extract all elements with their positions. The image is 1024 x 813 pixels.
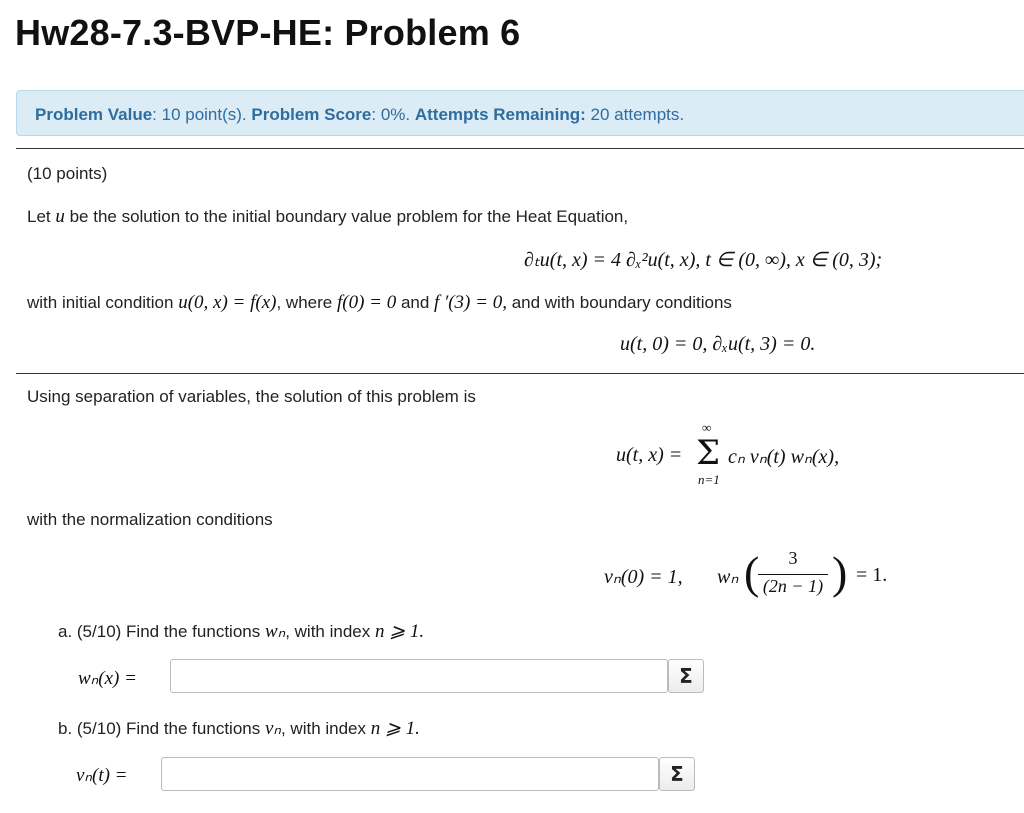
norm-w-suffix: = 1. [856, 564, 888, 586]
left-paren: ( [744, 547, 760, 598]
norm-frac-num: 3 [788, 548, 798, 568]
initial-fp-math: f ′(3) = 0, [434, 292, 507, 313]
initial-suffix: and with boundary conditions [506, 293, 732, 312]
norm-w-prefix: wₙ [717, 566, 739, 588]
series-rhs: cₙ vₙ(t) wₙ(x), [728, 446, 840, 468]
part-b-prompt [58, 717, 420, 740]
fraction-bar [758, 574, 828, 575]
heat-equation: ∂ₜu(t, x) = 4 ∂ₓ²u(t, x), t ∈ (0, ∞), x ∈ (0, 3); [524, 249, 883, 271]
equation-editor-button-a[interactable] [668, 659, 704, 693]
problem-value: : 10 point(s). [152, 105, 252, 124]
intro-suffix: be the solution to the initial boundary value problem for the Heat Equation, [64, 207, 629, 226]
page-title: Hw28-7.3-BVP-HE: Problem 6 [15, 12, 521, 53]
status-bar [16, 90, 1024, 136]
divider-middle [16, 373, 1024, 374]
equation-editor-button-b[interactable] [659, 757, 695, 791]
initial-cond-math: u(0, x) = f(x) [178, 292, 277, 313]
attempts-label: Attempts Remaining: [414, 105, 586, 124]
part-a-prompt [58, 620, 424, 643]
points-label: (10 points) [27, 164, 108, 183]
problem-score: : 0%. [371, 105, 415, 124]
problem-value-label: Problem Value [35, 105, 153, 124]
initial-prefix: with initial condition [27, 293, 179, 312]
part-a-prefix: a. (5/10) Find the functions [58, 622, 265, 641]
norm-frac-den: (2n − 1) [762, 576, 824, 596]
initial-condition-text [27, 292, 732, 314]
part-a-label: wₙ(x) = [78, 668, 137, 689]
intro-prefix: Let [27, 207, 56, 226]
part-a-cond: n ⩾ 1. [374, 621, 425, 642]
part-b-label: vₙ(t) = [76, 765, 128, 786]
initial-and: and [396, 293, 435, 312]
intro-text [27, 206, 628, 228]
right-paren: ) [832, 547, 848, 598]
divider-top [16, 148, 1024, 149]
norm-v: vₙ(0) = 1, [604, 566, 683, 588]
intro-var: u [55, 206, 65, 227]
part-b-cond: n ⩾ 1. [370, 718, 420, 739]
series-bottom: n=1 [698, 472, 720, 487]
part-a-var: wₙ [264, 621, 286, 642]
answer-input-v[interactable] [161, 757, 659, 791]
attempts-remaining: 20 attempts. [585, 105, 685, 124]
problem-score-label: Problem Score [251, 105, 372, 124]
initial-f0-math: f(0) = 0 [336, 292, 397, 313]
part-b-prefix: b. (5/10) Find the functions [58, 719, 265, 738]
sigma-icon: Σ [679, 664, 693, 688]
separation-text: Using separation of variables, the solution of this problem is [27, 387, 476, 406]
series-lhs: u(t, x) = [616, 444, 683, 466]
part-a-mid: , with index [285, 622, 375, 641]
answer-input-w[interactable] [170, 659, 668, 693]
part-b-mid: , with index [280, 719, 371, 738]
sigma-icon: Σ [670, 762, 684, 786]
initial-mid: , where [276, 293, 337, 312]
sum-symbol-icon: Σ [696, 433, 721, 473]
normalization-text: with the normalization conditions [27, 510, 273, 529]
part-b-var: vₙ [264, 718, 281, 739]
series-top: ∞ [702, 420, 712, 435]
boundary-conditions: u(t, 0) = 0, ∂ₓu(t, 3) = 0. [620, 333, 816, 355]
status-text [35, 105, 684, 125]
